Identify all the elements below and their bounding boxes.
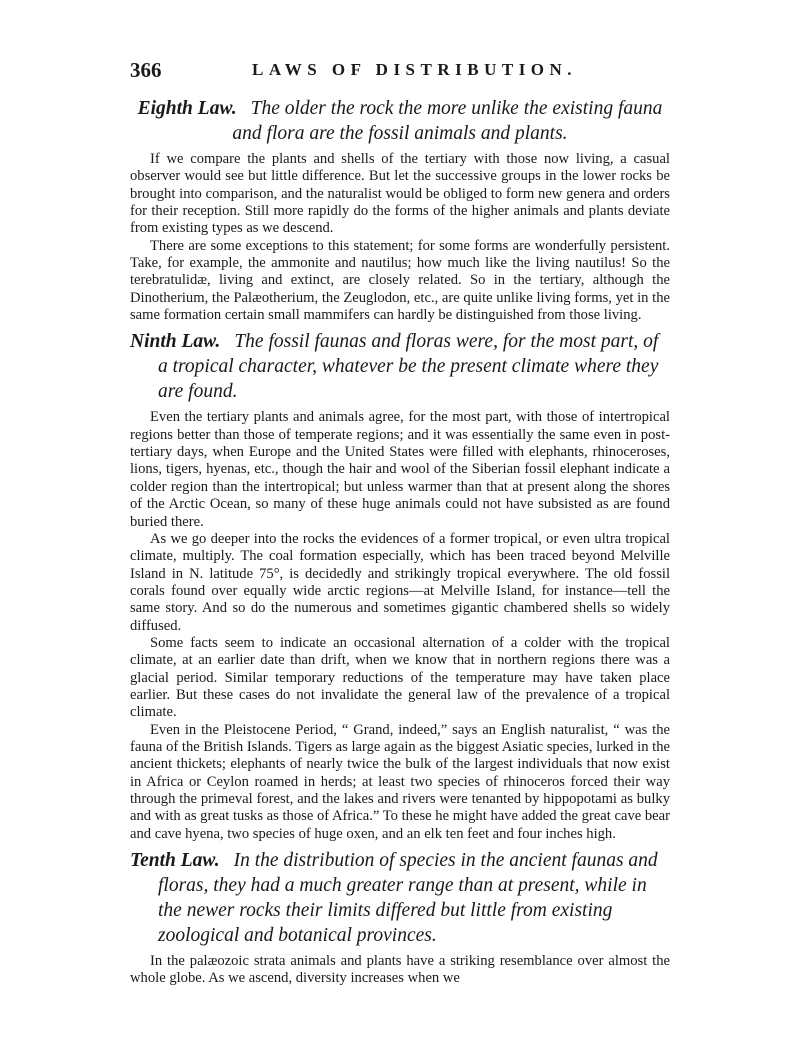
paragraph: As we go deeper into the rocks the evidences of a former tropical, or even ultra tropical climate, multiply. The coal formation especially, which has been traced beyond Melville Island in N. latitude 75°, is decidedly and strikingly tropical everywhere. The old fossil corals found over equally wide arctic regions—at Melville Island, for instance—tell the same story. And so do the numerous and sometimes gigantic chambered shells so widely diffused. bbox=[130, 530, 670, 634]
law-heading-eighth bbox=[130, 96, 670, 146]
page-body bbox=[130, 96, 670, 988]
paragraph: In the palæozoic strata animals and plants have a striking resemblance over almost the whole globe. As we ascend, diversity increases when we bbox=[130, 953, 670, 987]
law-statement: The fossil faunas and floras were, for the most part, of a tropical character, whatever be the present climate where they are found. bbox=[158, 331, 659, 403]
law-name: Ninth Law. bbox=[130, 331, 221, 353]
law-heading-ninth bbox=[130, 329, 670, 404]
paragraph: There are some exceptions to this statement; for some forms are wonderfully persistent. Take, for example, the ammonite and nautilus; how much like the living nautilus! So the terebratulidæ, living and extinct, are closely related. So in the tertiary, although the Dinotherium, the Palæotherium, the Zeuglodon, etc., are quite unlike living forms, yet in the same formation certain small mammifers can hardly be distinguished from those living. bbox=[130, 237, 670, 324]
law-name: Eighth Law. bbox=[137, 98, 237, 119]
paragraph: Even the tertiary plants and animals agree, for the most part, with those of intertropical regions better than those of temperate regions; and it was essentially the same even in post-tertiary days, when Europe and the United States were filled with elephants, rhinoceroses, lions, tigers, hyenas, etc., though the hair and wool of the Siberian fossil elephant indicate a colder region than the intertropical; but unless warmer than that at present along the shores of the Arctic Ocean, so many of these huge animals could not have subsisted as are found buried there. bbox=[130, 409, 670, 530]
law-heading-tenth bbox=[130, 848, 670, 948]
paragraph: Some facts seem to indicate an occasional alternation of a colder with the tropical climate, at an earlier date than drift, when we know that in northern regions there was a glacial period. Similar temporary reductions of the temperature may have taken place earlier. But these cases do not invalidate the general law of the prevalence of a tropical climate. bbox=[130, 634, 670, 721]
page-number: 366 bbox=[130, 58, 162, 82]
paragraph: If we compare the plants and shells of the tertiary with those now living, a casual observer would see but little difference. But let the successive groups in the lower rocks be brought into comparison, and the naturalist would be obliged to form new genera and orders for their reception. Still more rapidly do the forms of the higher animals and plants deviate from existing types as we descend. bbox=[130, 151, 670, 237]
law-name: Tenth Law. bbox=[130, 850, 220, 872]
page-header bbox=[130, 58, 670, 84]
running-head: LAWS OF DISTRIBUTION. bbox=[252, 60, 578, 79]
paragraph: Even in the Pleistocene Period, “ Grand, indeed,” says an English naturalist, “ was the fauna of the British Islands. Tigers as large again as the biggest Asiatic species, lurked in the ancient thickets; elephants of nearly twice the bulk of the largest individuals that now exist in Africa or Ceylon roamed in herds; at least two species of rhinoceros forced their way through the primeval forest, and the lakes and rivers were tenanted by hippopotami as bulky and with as great tusks as those of Africa.” To these he might have added the great cave bear and cave hyena, two species of huge oxen, and an elk ten feet and four inches high. bbox=[130, 721, 670, 842]
law-statement: In the distribution of species in the ancient faunas and floras, they had a much greater range than at present, while in the newer rocks their limits differed but little from existing zoological and botanical provinces. bbox=[158, 850, 658, 947]
law-statement: The older the rock the more unlike the existing fauna and flora are the fossil animals and plants. bbox=[232, 98, 663, 144]
